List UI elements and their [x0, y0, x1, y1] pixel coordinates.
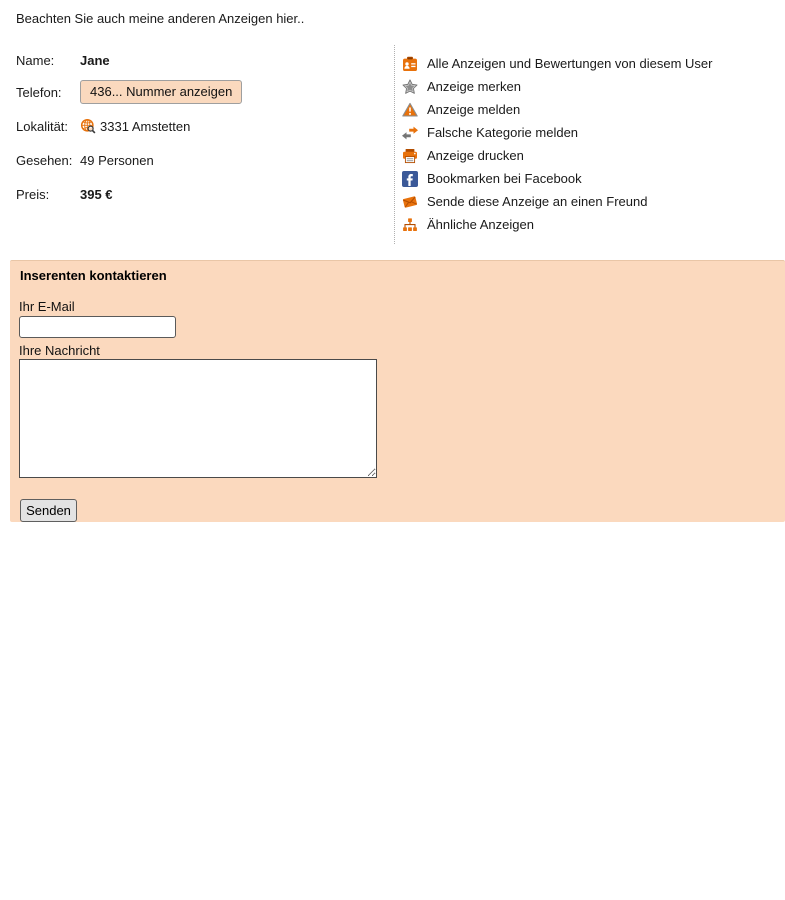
- action-facebook-bookmark[interactable]: [401, 167, 712, 190]
- action-label: Bookmarken bei Facebook: [427, 171, 582, 186]
- show-phone-number-button[interactable]: 436... Nummer anzeigen: [80, 80, 242, 104]
- contact-seller-panel: [10, 260, 785, 522]
- email-label: Ihr E-Mail: [19, 299, 75, 314]
- message-label: Ihre Nachricht: [19, 343, 100, 358]
- price-label: Preis:: [16, 186, 50, 202]
- views-row: [16, 143, 394, 177]
- action-wrong-category[interactable]: [401, 121, 712, 144]
- action-label: Falsche Kategorie melden: [427, 125, 579, 140]
- star-icon: [401, 78, 418, 95]
- action-all-ads-of-user[interactable]: [401, 52, 712, 75]
- send-button[interactable]: Senden: [20, 499, 77, 522]
- phone-row: [16, 75, 394, 109]
- action-label: Anzeige melden: [427, 102, 521, 117]
- email-field[interactable]: [19, 316, 176, 338]
- name-row: [16, 45, 394, 75]
- action-label: Anzeige drucken: [427, 148, 524, 163]
- action-send-to-friend[interactable]: [401, 190, 712, 213]
- other-ads-note: Beachten Sie auch meine anderen Anzeigen hier..: [16, 11, 305, 26]
- action-label: Ähnliche Anzeigen: [427, 217, 534, 232]
- facebook-icon: [401, 170, 418, 187]
- warning-icon: [401, 101, 418, 118]
- globe-search-icon: [80, 118, 97, 135]
- action-print-ad[interactable]: [401, 144, 712, 167]
- ad-info-section: [16, 45, 712, 244]
- price-row: [16, 177, 394, 211]
- phone-label: Telefon:: [16, 84, 62, 100]
- printer-icon: [401, 147, 418, 164]
- price-value: 395 €: [80, 186, 113, 202]
- locality-row: [16, 109, 394, 143]
- name-label: Name:: [16, 52, 55, 68]
- ad-actions-list: [394, 45, 712, 244]
- views-value: 49 Personen: [80, 152, 154, 168]
- locality-value: 3331 Amstetten: [100, 118, 191, 134]
- action-similar-ads[interactable]: [401, 213, 712, 236]
- action-label: Alle Anzeigen und Bewertungen von diesem User: [427, 56, 713, 71]
- name-value: Jane: [80, 52, 110, 68]
- message-field[interactable]: [19, 359, 377, 478]
- views-label: Gesehen:: [16, 152, 73, 168]
- locality-label: Lokalität:: [16, 118, 69, 134]
- ad-details: [16, 45, 394, 244]
- swap-arrows-icon: [401, 124, 418, 141]
- user-card-icon: [401, 55, 418, 72]
- sitemap-icon: [401, 216, 418, 233]
- action-report-ad[interactable]: [401, 98, 712, 121]
- locality-link[interactable]: [80, 118, 190, 135]
- action-label: Anzeige merken: [427, 79, 521, 94]
- contact-panel-title: Inserenten kontaktieren: [20, 268, 167, 283]
- envelope-icon: [401, 193, 418, 210]
- action-bookmark-ad[interactable]: [401, 75, 712, 98]
- action-label: Sende diese Anzeige an einen Freund: [427, 194, 648, 209]
